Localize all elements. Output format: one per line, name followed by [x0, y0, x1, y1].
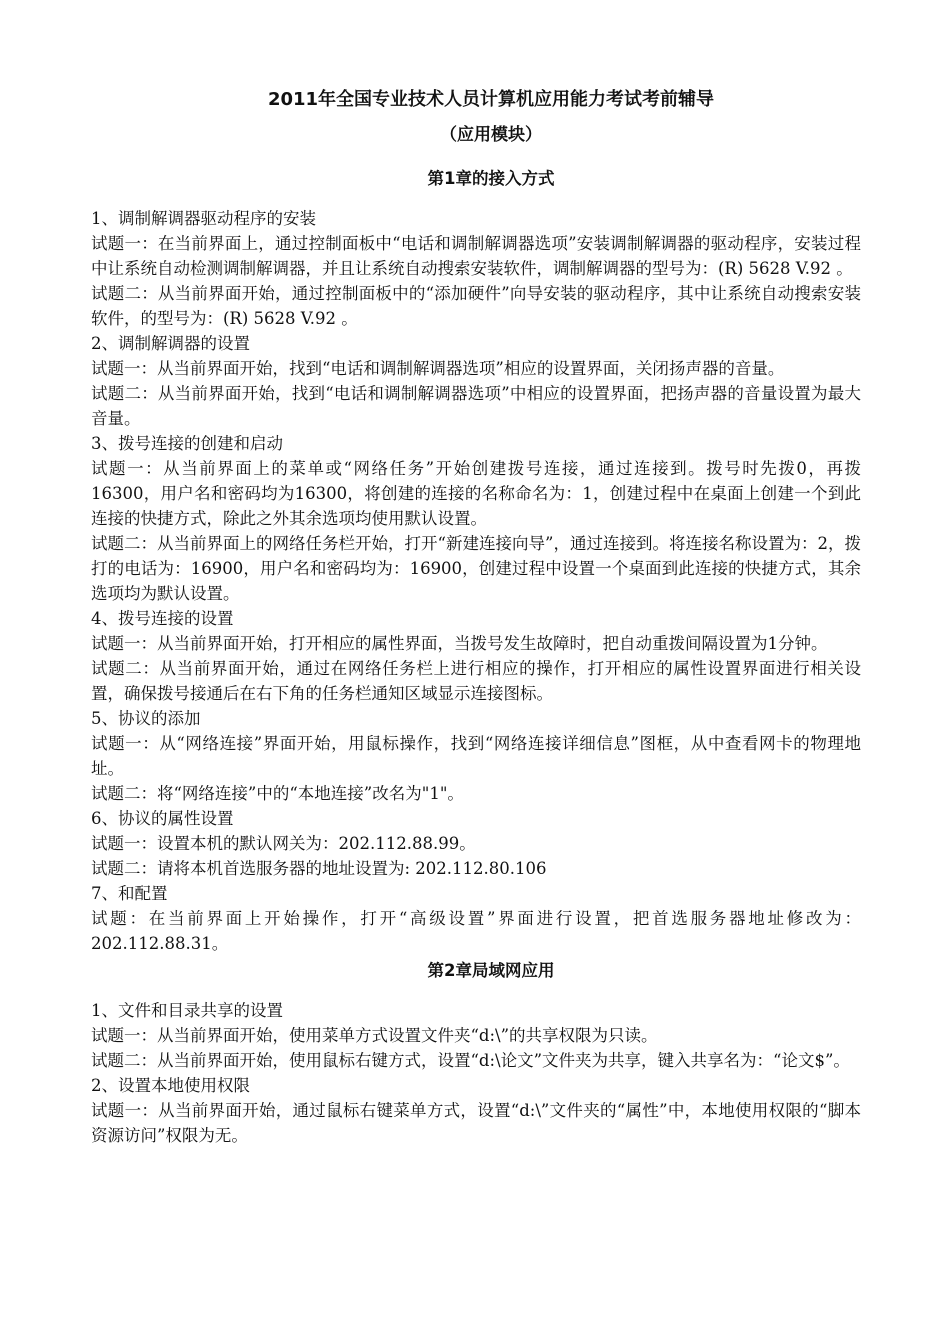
- question: 试题一：从当前界面开始，找到“电话和调制解调器选项”相应的设置界面，关闭扬声器的音量。: [91, 359, 785, 378]
- section-1-5: [91, 706, 861, 806]
- section-heading: 3、拨号连接的创建和启动: [91, 434, 283, 453]
- document-title: 2011年全国专业技术人员计算机应用能力考试考前辅导: [267, 89, 715, 110]
- question: 试题二：从当前界面开始，使用鼠标右键方式，设置“d:\论文”文件夹为共享，键入共享名为：“论文$”。: [91, 1051, 850, 1070]
- section-heading: 1、文件和目录共享的设置: [91, 1001, 283, 1020]
- question: 试题一：从当前界面开始，通过鼠标右键菜单方式，设置“d:\”文件夹的“属性”中，本地使用权限的“脚本资源访问”权限为无。: [91, 1101, 861, 1145]
- section-heading: 6、协议的属性设置: [91, 809, 234, 828]
- question: 试题二：从当前界面上的网络任务栏开始，打开“新建连接向导”，通过连接到。将连接名称设置为：2，拨打的电话为：16900，用户名和密码均为：16900，创建过程中设置一个桌面到此连接的快捷方式，其余选项均为默认设置。: [91, 534, 861, 603]
- question: 试题二：从当前界面开始，通过在网络任务栏上进行相应的操作，打开相应的属性设置界面进行相关设置，确保拨号接通后在右下角的任务栏通知区域显示连接图标。: [91, 659, 861, 703]
- section-1-1: [91, 206, 861, 331]
- question: 试题一：设置本机的默认网关为：202.112.88.99。: [91, 834, 476, 853]
- document-page: [91, 86, 861, 1148]
- section-heading: 4、拨号连接的设置: [91, 609, 234, 628]
- question: 试题二：从当前界面开始，通过控制面板中的“添加硬件”向导安装的驱动程序，其中让系统自动搜索安装软件，的型号为：(R) 5628 V.92 。: [91, 284, 861, 328]
- question: 试题一：从当前界面上的菜单或“网络任务”开始创建拨号连接，通过连接到。拨号时先拨0，再拨16300，用户名和密码均为16300，将创建的连接的名称命名为：1，创建过程中在桌面上创建一个到此连接的快捷方式，除此之外其余选项均使用默认设置。: [91, 459, 861, 528]
- question: 试题二：请将本机首选服务器的地址设置为: 202.112.80.106: [91, 859, 547, 878]
- question: 试题一：从当前界面开始，打开相应的属性界面，当拨号发生故障时，把自动重拨间隔设置为1分钟。: [91, 634, 828, 653]
- section-1-7: [91, 881, 861, 956]
- section-heading: 5、协议的添加: [91, 709, 201, 728]
- question: 试题二：将“网络连接”中的“本地连接”改名为"1"。: [91, 784, 464, 803]
- section-heading: 2、设置本地使用权限: [91, 1076, 250, 1095]
- question: 试题一：从当前界面开始，使用菜单方式设置文件夹“d:\”的共享权限为只读。: [91, 1026, 658, 1045]
- question: 试题一：在当前界面上，通过控制面板中“电话和调制解调器选项”安装调制解调器的驱动程序，安装过程中让系统自动检测调制解调器，并且让系统自动搜索安装软件，调制解调器的型号为：(R) 5628 V.92 。: [91, 234, 861, 278]
- question: 试题一：从“网络连接”界面开始，用鼠标操作，找到“网络连接详细信息”图框，从中查看网卡的物理地址。: [91, 734, 861, 778]
- section-heading: 7、和配置: [91, 884, 168, 903]
- section-heading: 1、调制解调器驱动程序的安装: [91, 209, 316, 228]
- section-heading: 2、调制解调器的设置: [91, 334, 250, 353]
- question: 试题二：从当前界面开始，找到“电话和调制解调器选项”中相应的设置界面，把扬声器的音量设置为最大音量。: [91, 384, 861, 428]
- section-2-2: [91, 1073, 861, 1148]
- chapter-title: 第1章的接入方式: [427, 169, 555, 188]
- section-1-3: [91, 431, 861, 606]
- question: 试题：在当前界面上开始操作，打开“高级设置”界面进行设置，把首选服务器地址修改为：202.112.88.31。: [91, 909, 861, 953]
- section-2-1: [91, 998, 861, 1073]
- section-1-2: [91, 331, 861, 431]
- document-subtitle: （应用模块）: [440, 125, 542, 145]
- chapter-1: [91, 166, 861, 956]
- chapter-2: [91, 958, 861, 1148]
- section-1-6: [91, 806, 861, 881]
- chapter-title: 第2章局域网应用: [427, 961, 555, 980]
- section-1-4: [91, 606, 861, 706]
